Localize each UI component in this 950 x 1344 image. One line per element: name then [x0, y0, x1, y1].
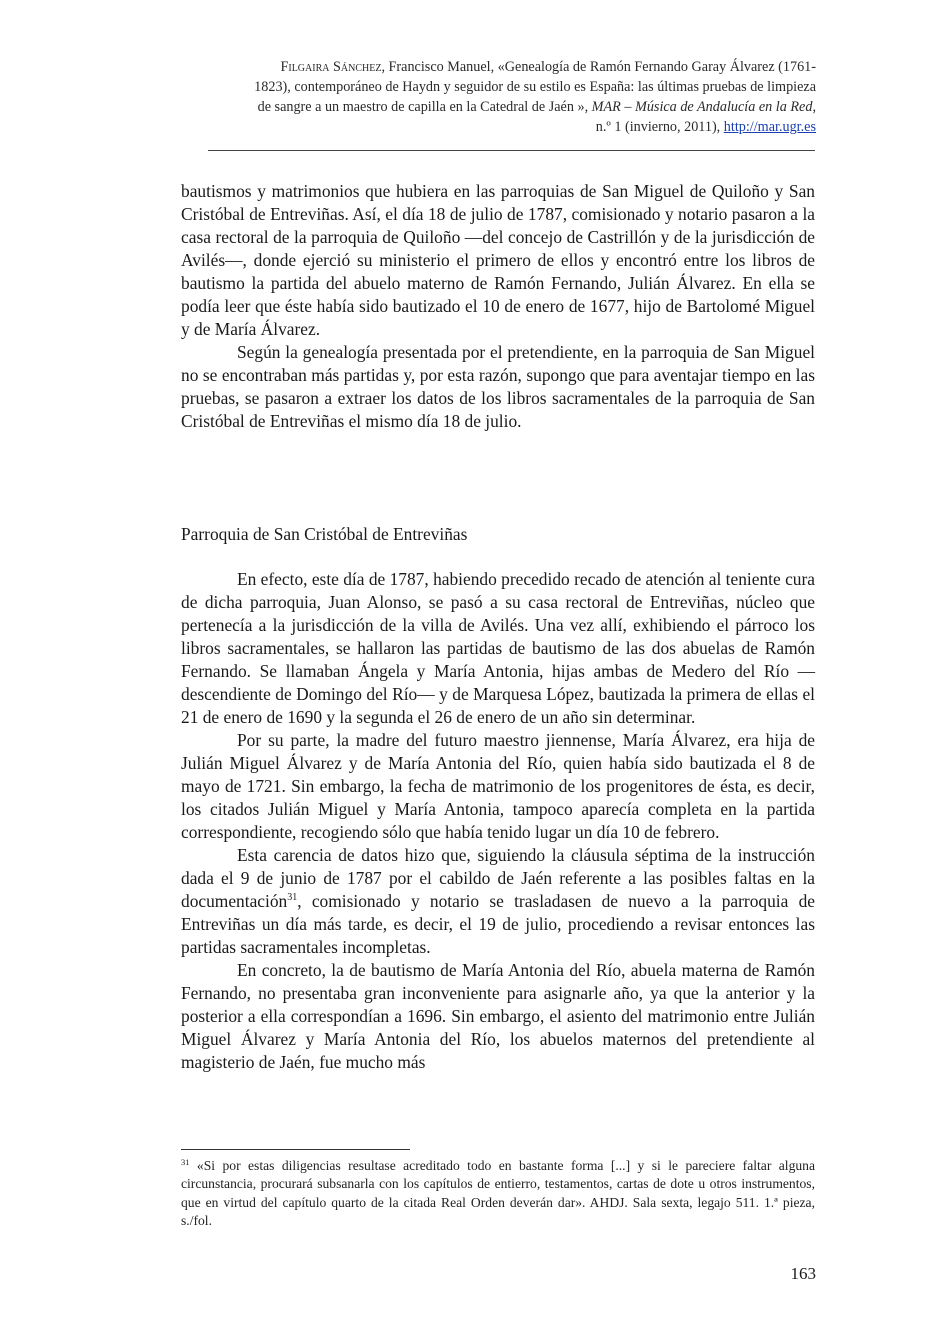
header-line-3 — [200, 97, 816, 117]
footnote — [181, 1157, 815, 1231]
header-line-3-end: , — [812, 99, 816, 115]
paragraph-with-note — [181, 844, 815, 959]
paragraph-text: , comisionado y notario se trasladasen de nuevo a la parroquia de Entreviñas un día más tarde, es decir, el 19 de julio, procediendo a revisar entonces las partidas sacramentales incompletas. — [181, 891, 815, 957]
header-line-2: 1823), contemporáneo de Haydn y seguidor de su estilo es España: las últimas pruebas de limpieza — [254, 79, 816, 95]
paragraph: En efecto, este día de 1787, habiendo precedido recado de atención al teniente cura de dicha parroquia, Juan Alonso, se pasó a su casa rectoral de Entreviñas, núcleo que pertenecía a la jurisdicción de la villa de Avilés. Una vez allí, exhibiendo el párroco los libros sacramentales, se hallaron las partidas de bautismo de las dos abuelas de Ramón Fernando. Se llamaban Ángela y María Antonia, hijas ambas de Medero del Río —descendiente de Domingo del Río— y de Marquesa López, bautizada la primera de ellas el 21 de enero de 1690 y la segunda el 26 de enero de un año sin determinar. — [181, 569, 815, 727]
body-text-section — [181, 568, 815, 1074]
header-author: Filgaira Sánchez — [280, 59, 382, 75]
footnote-number: 31 — [181, 1157, 190, 1167]
header-line-1-rest: , Francisco Manuel, «Genealogía de Ramón Fernando Garay Álvarez (1761- — [381, 59, 816, 75]
page-number: 163 — [790, 1264, 816, 1283]
section-heading: Parroquia de San Cristóbal de Entreviñas — [181, 524, 468, 544]
footnote-divider — [181, 1149, 410, 1150]
paragraph-continued: bautismos y matrimonios que hubiera en las parroquias de San Miguel de Quiloño y San Cristóbal de Entreviñas. Así, el día 18 de julio de 1787, comisionado y notario pasaron a la casa rectoral de la parroquia de Quiloño —del concejo de Castrillón y de la jurisdicción de Avilés—, donde ejerció su ministerio el primero de ellos y encontró entre los libros de bautismo la partida del abuelo materno de Ramón Fernando, Julián Álvarez. En ella se podía leer que éste había sido bautizado el 10 de enero de 1677, hijo de Bartolomé Miguel y de María Álvarez. — [181, 181, 815, 339]
journal-link[interactable]: http://mar.ugr.es — [723, 119, 816, 135]
footnote-text: «Si por estas diligencias resultase acreditado todo en bastante forma [...] y si le pareciere faltar alguna circunstancia, procurará subsanarla con los capítulos de entierro, testamentos, cartas de dote u otros instrumentos, que en virtud del capítulo quarto de la citada Real Orden deverán dar». AHDJ. Sala sexta, legajo 511. 1.ª pieza, s./fol. — [181, 1158, 815, 1229]
journal-title: MAR – Música de Andalucía en la Red — [591, 99, 813, 115]
running-header — [200, 57, 816, 137]
paragraph: Por su parte, la madre del futuro maestro jiennense, María Álvarez, era hija de Julián Miguel Álvarez y de María Antonia del Río, quien había sido bautizada el 8 de mayo de 1721. Sin embargo, la fecha de matrimonio de los progenitores de ésta, es decir, los citados Julián Miguel y María Antonia, tampoco aparecía completa en la partida correspondiente, recogiendo sólo que había tenido lugar un día 10 de febrero. — [181, 730, 815, 842]
header-line-3-start: de sangre a un maestro de capilla en la Catedral de Jaén », — [257, 99, 592, 115]
header-line-1 — [200, 57, 816, 77]
body-text-top — [181, 180, 815, 433]
header-line-4-start: n.º 1 (invierno, 2011), — [595, 119, 724, 135]
paragraph: Según la genealogía presentada por el pretendiente, en la parroquia de San Miguel no se encontraban más partidas y, por esta razón, supongo que para aventajar tiempo en las pruebas, se pasaron a extraer los datos de los libros sacramentales de la parroquia de San Cristóbal de Entreviñas el mismo día 18 de julio. — [181, 342, 815, 431]
paragraph-text: Esta carencia de datos hizo que, siguiendo la cláusula séptima de la instrucción dada el 9 de junio de 1787 por el cabildo de Jaén referente a las posibles faltas en la documentación — [181, 845, 815, 911]
paragraph: En concreto, la de bautismo de María Antonia del Río, abuela materna de Ramón Fernando, no presentaba gran inconveniente para asignarle año, ya que la anterior y la posterior a ella correspondían a 1696. Sin embargo, el asiento del matrimonio entre Julián Miguel Álvarez y María Antonia del Río, los abuelos maternos del pretendiente al magisterio de Jaén, fue mucho más — [181, 960, 815, 1072]
header-divider — [208, 150, 815, 151]
footnote-reference[interactable]: 31 — [287, 892, 298, 903]
header-line-4 — [200, 117, 816, 137]
